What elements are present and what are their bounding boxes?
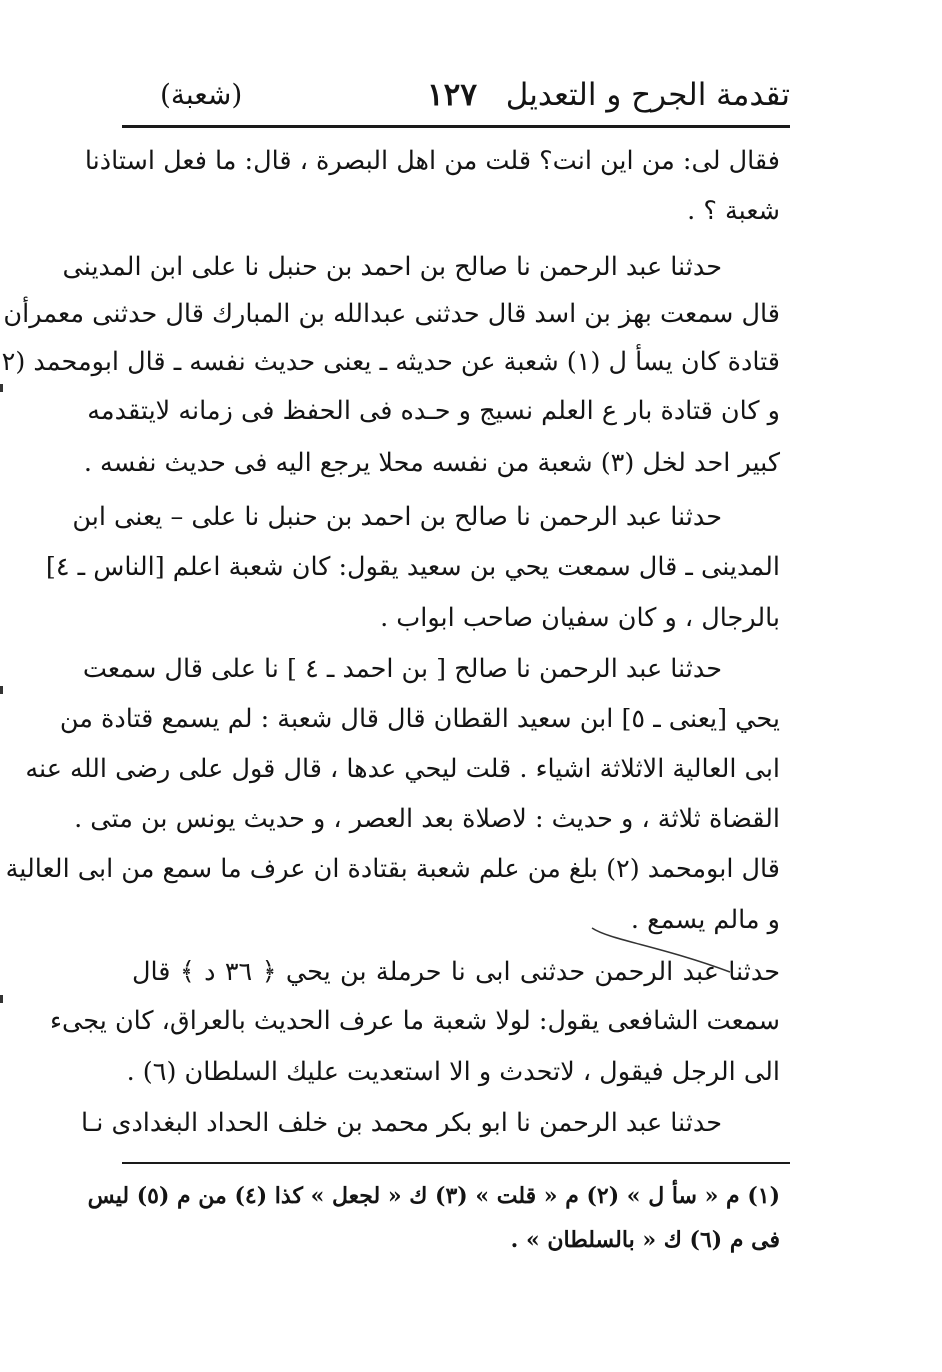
footnote-line: فى م (٦) ك « بالسلطان » . [510,1227,780,1253]
text-line: بالرجال ، و كان سفيان صاحب ابواب . [380,603,780,633]
text-line: قتادة كان يسأ ل (١) شعبة عن حديثه ـ يعنى حديث نفسه ـ قال ابومحمد (٢ [1,347,780,377]
text-line: يحي [يعنى ـ ٥] ابن سعيد القطان قال قال شعبة : لم يسمع قتادة من [59,704,780,734]
scan-edge-mark [0,995,3,1003]
text-line: الى الرجل فيقول ، لاتحدث و الا استعديت عليك السلطان (٦) . [126,1057,780,1087]
text-line: سمعت الشافعى يقول: لولا شعبة ما عرف الحديث بالعراق، كان يجىء [50,1006,780,1036]
text-line: و مالم يسمع . [630,905,780,935]
text-line: المدينى ـ قال سمعت يحي بن سعيد يقول: كان شعبة اعلم [الناس ـ ٤] [45,552,780,582]
text-line: كبير احد لخل (٣) شعبة من نفسه محلا يرجع اليه فى حديث نفسه . [83,448,780,478]
scan-edge-mark [0,686,3,694]
text-line: قال سمعت بهز بن اسد قال حدثنى عبدالله بن المبارك قال حدثنى معمرأن [3,299,780,329]
text-line: ابى العالية الاثلاثة اشياء . قلت ليحي عدها ، قال قول على رضى الله عنه [25,754,780,784]
footnote-line: (١) م « سأ ل » (٢) م « قلت » (٣) ك « لجعل » كذا (٤) من م (٥) ليس [87,1183,780,1209]
section-name: (شعبة) [160,78,243,111]
text-line: شعبة ؟ . [687,196,780,226]
running-title: تقدمة الجرح و التعديل [505,77,790,113]
text-line: حدثنا عبد الرحمن نا صالح بن احمد بن حنبل نا على ابن المدينى [62,252,722,282]
text-line: قال ابومحمد (٢) بلغ من علم شعبة بقتادة ان عرف ما سمع من ابى العالية [5,854,780,884]
text-line: حدثنا عبد الرحمن حدثنى ابى نا حرملة بن يحي ﴿ ٣٦ د ﴾ قال [132,957,780,987]
page-number: ١٢٧ [427,77,477,113]
text-line: القضاة ثلاثة ، و حديث : لاصلاة بعد العصر ، و حديث يونس بن متى . [74,804,780,834]
text-line: فقال لى: من اين انت؟ قلت من اهل البصرة ، قال: ما فعل استاذنا [84,146,780,176]
text-line: حدثنا عبد الرحمن نا ابو بكر محمد بن خلف الحداد البغدادى نـا [81,1108,722,1138]
scan-edge-mark [0,384,3,392]
text-line: حدثنا عبد الرحمن نا صالح [ بن احمد ـ ٤ ] نا على قال سمعت [82,654,722,684]
text-line: حدثنا عبد الرحمن نا صالح بن احمد بن حنبل نا على – يعنى ابن [72,502,722,532]
text-line: و كان قتادة بار ع العلم نسيج و حـده فى الحفظ فى زمانه لايتقدمه [87,396,780,426]
